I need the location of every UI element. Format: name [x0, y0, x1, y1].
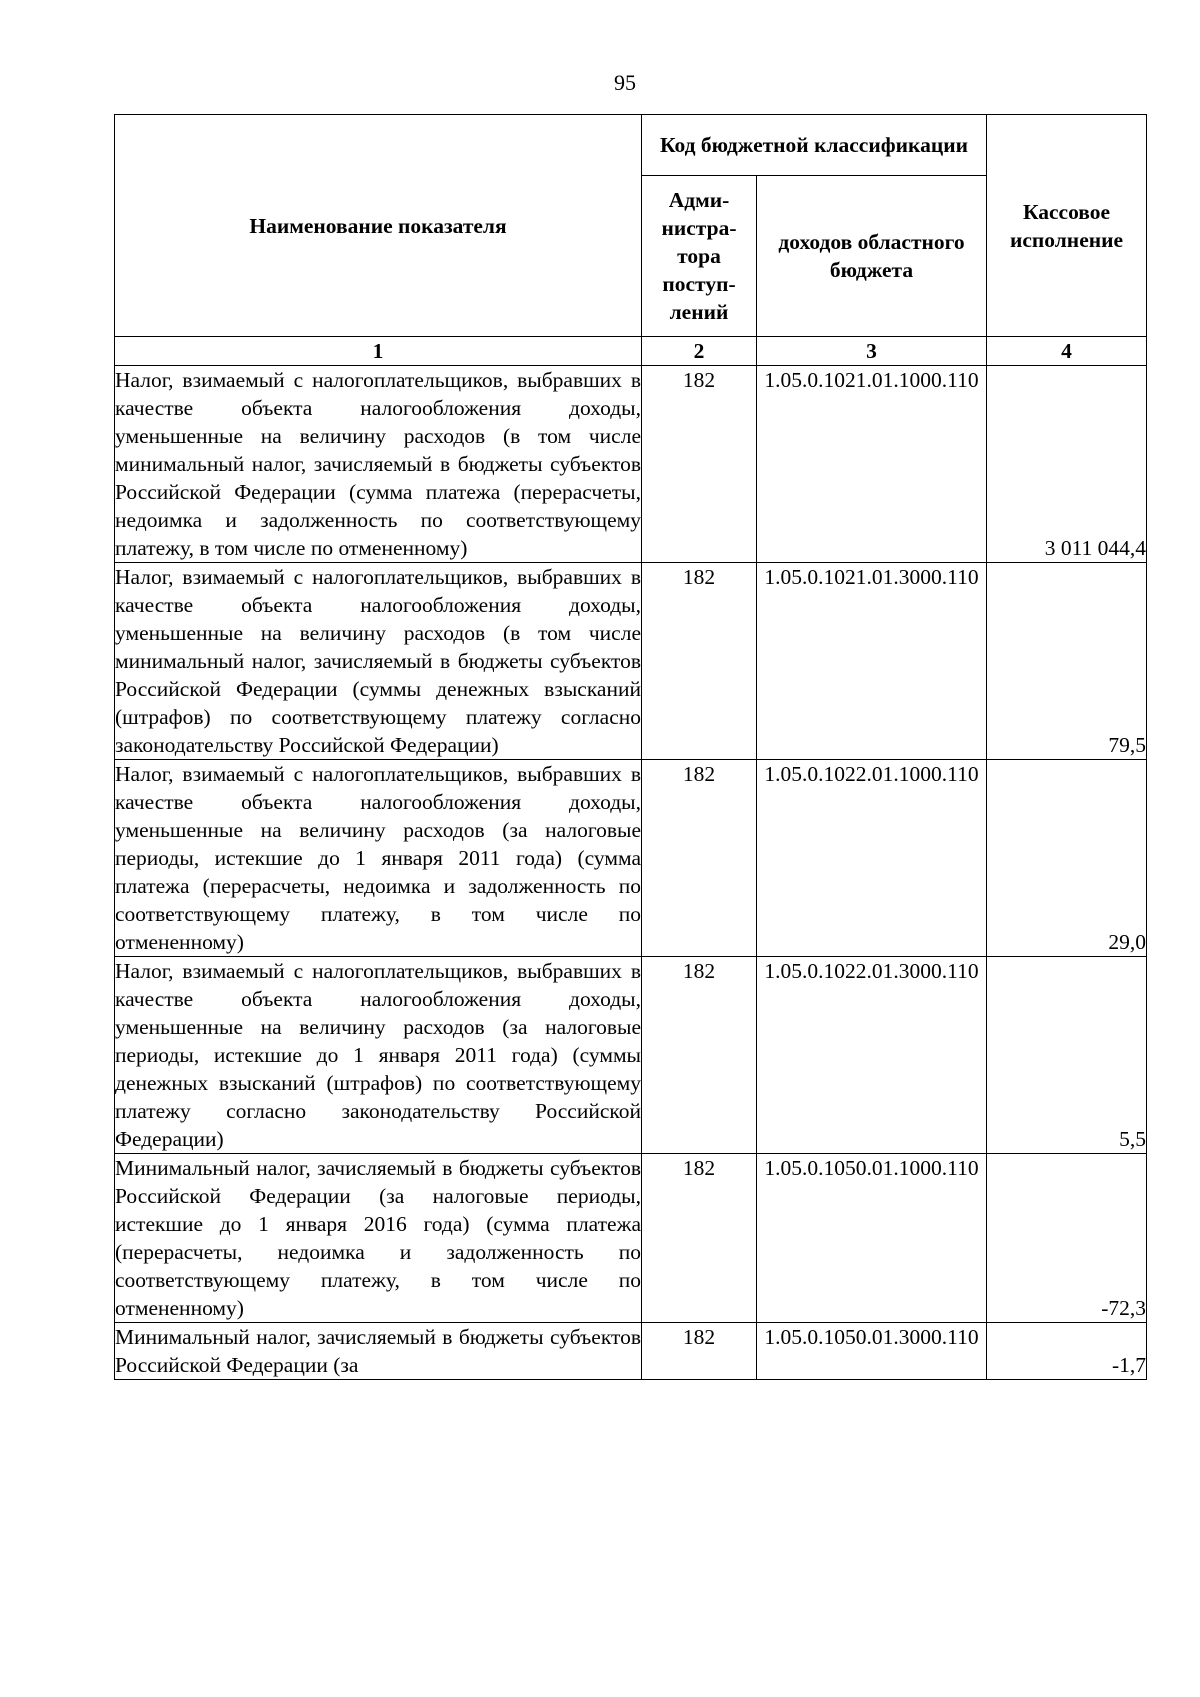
column-number: 1 — [115, 337, 642, 366]
execution-amount: 3 011 044,4 — [987, 366, 1147, 563]
admin-code: 182 — [642, 957, 757, 1154]
column-header-income: доходов областного бюджета — [757, 176, 987, 337]
table-row — [115, 1154, 1147, 1323]
column-number-row — [115, 337, 1147, 366]
column-number: 2 — [642, 337, 757, 366]
table-row — [115, 366, 1147, 563]
indicator-name: Минимальный налог, зачисляемый в бюджеты субъектов Российской Федерации (за налоговые периоды, истекшие до 1 января 2016 года) (сумма платежа (перерасчеты, недоимка и задолженность по соответствующему платежу, в том числе по отмененному) — [115, 1154, 642, 1323]
table-row — [115, 760, 1147, 957]
column-number: 4 — [987, 337, 1147, 366]
income-code: 1.05.0.1022.01.3000.110 — [757, 957, 987, 1154]
indicator-name: Налог, взимаемый с налогоплательщиков, выбравших в качестве объекта налогообложения доходы, уменьшенные на величину расходов (за налоговые периоды, истекшие до 1 января 2011 года) (суммы денежных взысканий (штрафов) по соответствующему платежу согласно законодательству Российской Федерации) — [115, 957, 642, 1154]
income-code: 1.05.0.1022.01.1000.110 — [757, 760, 987, 957]
execution-amount: -72,3 — [987, 1154, 1147, 1323]
header-row-top — [115, 115, 1147, 176]
table-row — [115, 1323, 1147, 1380]
admin-code: 182 — [642, 1323, 757, 1380]
income-code: 1.05.0.1050.01.3000.110 — [757, 1323, 987, 1380]
income-code: 1.05.0.1021.01.1000.110 — [757, 366, 987, 563]
column-header-admin: Адми-нистра-тора поступ-лений — [642, 176, 757, 337]
admin-code: 182 — [642, 1154, 757, 1323]
page-number: 95 — [614, 70, 636, 95]
execution-amount: -1,7 — [987, 1323, 1147, 1380]
indicator-name: Налог, взимаемый с налогоплательщиков, выбравших в качестве объекта налогообложения доходы, уменьшенные на величину расходов (в том числе минимальный налог, зачисляемый в бюджеты субъектов Российской Федерации (суммы денежных взысканий (штрафов) по соответствующему платежу согласно законодательству Российской Федерации) — [115, 563, 642, 760]
admin-code: 182 — [642, 760, 757, 957]
income-code: 1.05.0.1050.01.1000.110 — [757, 1154, 987, 1323]
column-header-execution: Кассовое исполнение — [987, 115, 1147, 337]
indicator-name: Налог, взимаемый с налогоплательщиков, выбравших в качестве объекта налогообложения доходы, уменьшенные на величину расходов (за налоговые периоды, истекшие до 1 января 2011 года) (сумма платежа (перерасчеты, недоимка и задолженность по соответствующему платежу, в том числе по отмененному) — [115, 760, 642, 957]
budget-execution-table — [114, 114, 1147, 1380]
admin-code: 182 — [642, 563, 757, 760]
table-row — [115, 957, 1147, 1154]
indicator-name: Минимальный налог, зачисляемый в бюджеты субъектов Российской Федерации (за — [115, 1323, 642, 1380]
execution-amount: 5,5 — [987, 957, 1147, 1154]
income-code: 1.05.0.1021.01.3000.110 — [757, 563, 987, 760]
admin-code: 182 — [642, 366, 757, 563]
column-number: 3 — [757, 337, 987, 366]
table-row — [115, 563, 1147, 760]
column-header-code-group: Код бюджетной классификации — [642, 115, 987, 176]
execution-amount: 29,0 — [987, 760, 1147, 957]
indicator-name: Налог, взимаемый с налогоплательщиков, выбравших в качестве объекта налогообложения доходы, уменьшенные на величину расходов (в том числе минимальный налог, зачисляемый в бюджеты субъектов Российской Федерации (сумма платежа (перерасчеты, недоимка и задолженность по соответствующему платежу, в том числе по отмененному) — [115, 366, 642, 563]
column-header-name: Наименование показателя — [115, 115, 642, 337]
execution-amount: 79,5 — [987, 563, 1147, 760]
